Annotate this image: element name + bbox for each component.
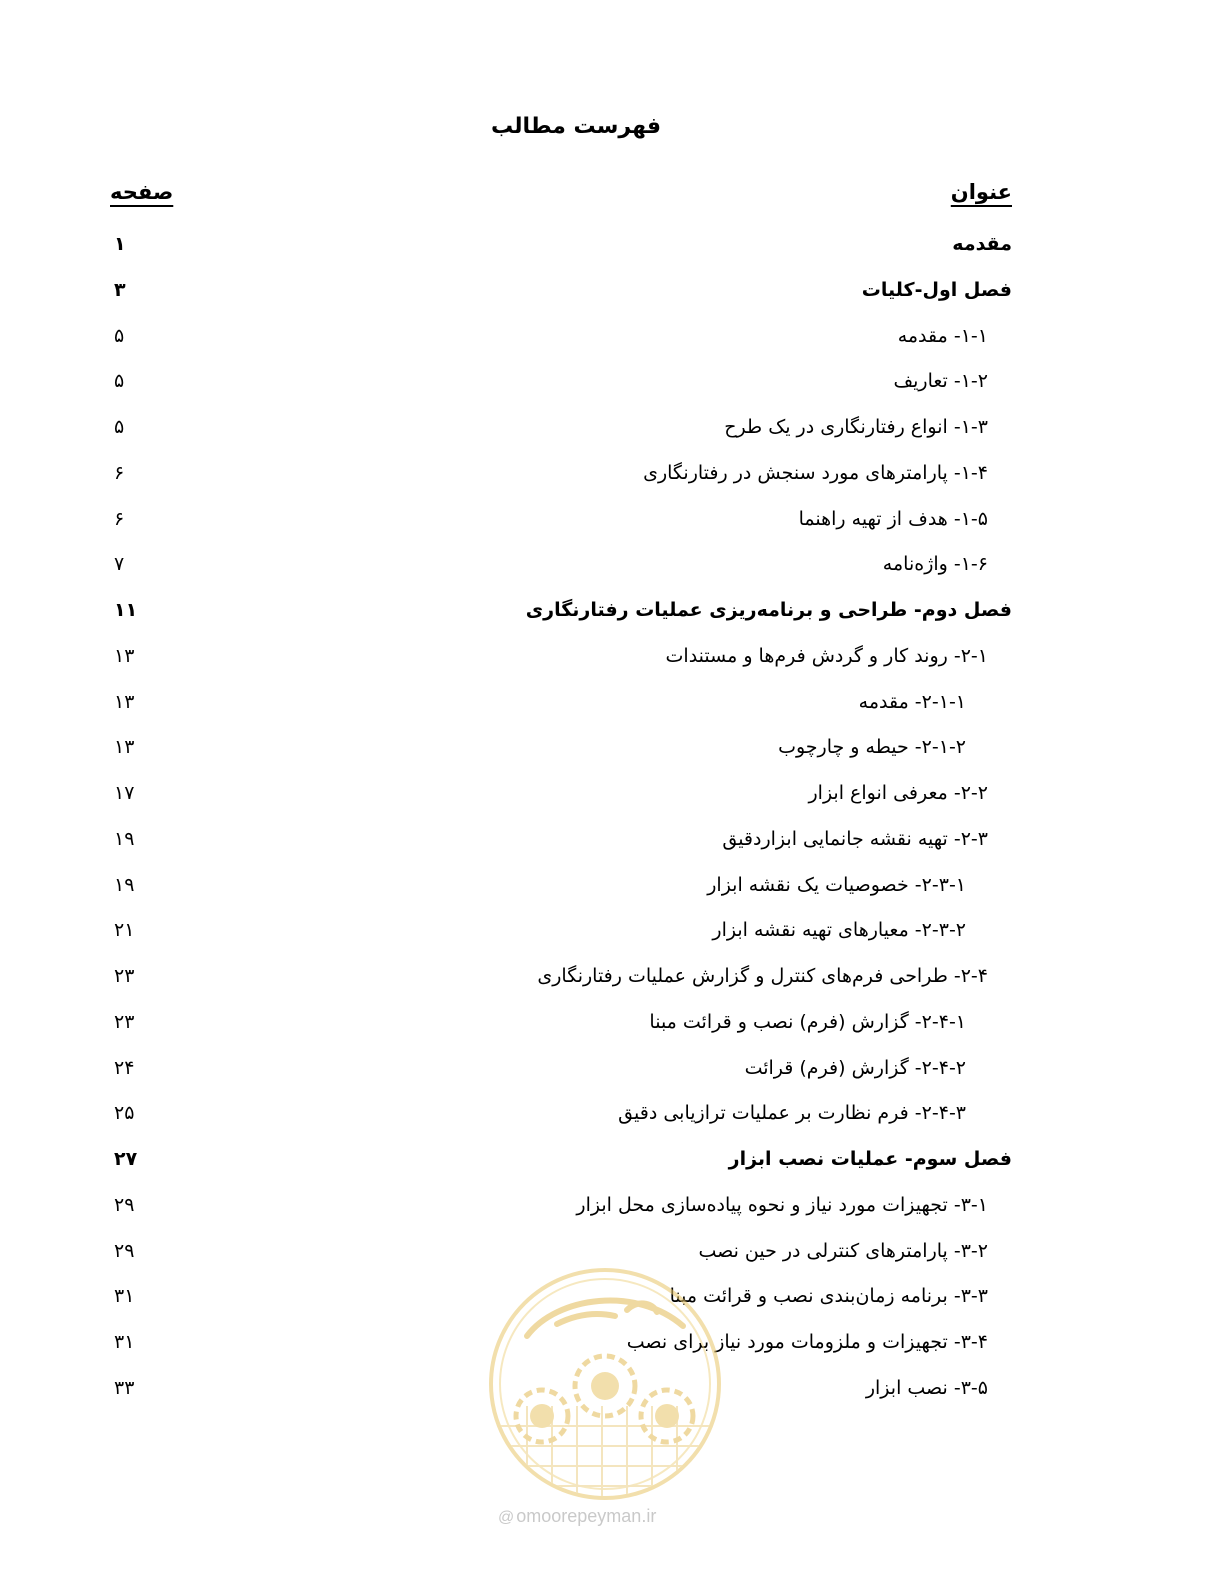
toc-entry[interactable] xyxy=(110,771,1012,817)
toc-entry-title: مقدمه xyxy=(952,233,1012,255)
toc-entry-title: ۲-۴-۳- فرم نظارت بر عملیات ترازیابی دقیق xyxy=(618,1102,966,1125)
toc-entry-title: ۲-۴- طراحی فرم‌های کنترل و گزارش عملیات رفتارنگاری xyxy=(537,965,988,987)
toc-entry-page: ۳۳ xyxy=(114,1376,135,1399)
toc-entry-page: ۲۷ xyxy=(114,1148,138,1170)
toc-entry-page: ۱۳ xyxy=(114,690,135,713)
column-header-title: عنوان xyxy=(950,180,1012,204)
toc-entry-page: ۵ xyxy=(114,370,125,393)
toc-entry[interactable] xyxy=(110,1137,1012,1183)
toc-entry-title: ۲-۱-۲- حیطه و چارچوب xyxy=(778,736,966,759)
at-icon: @ xyxy=(498,1509,515,1526)
toc-entry-page: ۲۹ xyxy=(114,1193,135,1216)
toc-entry-page: ۱۱ xyxy=(114,599,138,621)
watermark-gear-centers xyxy=(530,1372,679,1428)
toc-entry-title: ۳-۵- نصب ابزار xyxy=(865,1376,988,1399)
toc-entry-title: ۱-۵- هدف از تهیه راهنما xyxy=(798,507,988,530)
column-header-page: صفحه xyxy=(110,180,174,204)
toc-entry-title: فصل دوم- طراحی و برنامه‌ریزی عملیات رفتارنگاری xyxy=(525,599,1012,621)
toc-entry-title: ۳-۲- پارامترهای کنترلی در حین نصب xyxy=(698,1239,988,1262)
toc-entry[interactable] xyxy=(110,1000,1012,1046)
toc-entry-title: ۲-۱- روند کار و گردش فرم‌ها و مستندات xyxy=(665,644,988,667)
toc-entry[interactable] xyxy=(110,1091,1012,1137)
toc-entry-page: ۵ xyxy=(114,416,125,438)
page-title: فهرست مطالب xyxy=(490,114,662,139)
toc-entry[interactable] xyxy=(110,725,1012,771)
toc-entry[interactable] xyxy=(110,497,1012,543)
toc-entry[interactable] xyxy=(110,268,1012,314)
toc-entry-title: ۲-۳-۲- معیارهای تهیه نقشه ابزار xyxy=(712,919,966,942)
toc-entry-page: ۲۵ xyxy=(114,1102,135,1125)
toc-entry-page: ۲۹ xyxy=(114,1239,135,1262)
toc-entry[interactable] xyxy=(110,863,1012,909)
toc-entry-page: ۱۹ xyxy=(114,873,135,896)
toc-entry-page: ۳۱ xyxy=(114,1285,135,1308)
toc-entry[interactable] xyxy=(110,314,1012,360)
toc-entry-page: ۲۳ xyxy=(114,965,135,987)
toc-entry-title: ۳-۱- تجهیزات مورد نیاز و نحوه پیاده‌سازی محل ابزار xyxy=(576,1193,988,1216)
toc-entry-page: ۶ xyxy=(114,507,125,530)
toc-entry-title: ۲-۴-۲- گزارش (فرم) قرائت xyxy=(744,1056,966,1079)
toc-entry-page: ۷ xyxy=(114,553,125,576)
toc-entry[interactable] xyxy=(110,817,1012,863)
toc-entry-page: ۲۴ xyxy=(114,1056,135,1079)
toc-entry-page: ۵ xyxy=(114,324,125,347)
toc-entry-title: ۱-۶- واژه‌نامه xyxy=(882,553,988,576)
toc-entry-title: ۱-۳- انواع رفتارنگاری در یک طرح xyxy=(724,416,988,438)
toc-entry[interactable] xyxy=(110,451,1012,497)
toc-entry[interactable] xyxy=(110,908,1012,954)
toc-entry[interactable] xyxy=(110,634,1012,680)
toc-entry[interactable] xyxy=(110,542,1012,588)
toc-entry-title: ۲-۳- تهیه نقشه جانمایی ابزاردقیق xyxy=(722,827,988,850)
toc-entry-page: ۱ xyxy=(114,233,126,255)
toc-entry[interactable] xyxy=(110,222,1012,268)
toc-entry[interactable] xyxy=(110,1183,1012,1229)
toc-entry[interactable] xyxy=(110,954,1012,1000)
toc-entry-page: ۱۷ xyxy=(114,782,135,804)
toc-header xyxy=(110,180,1012,214)
toc-entry-title: ۳-۴- تجهیزات و ملزومات مورد نیاز برای نصب xyxy=(626,1331,988,1353)
toc-entry-title: ۱-۴- پارامترهای مورد سنجش در رفتارنگاری xyxy=(643,461,988,484)
toc-entry-title: ۲-۴-۱- گزارش (فرم) نصب و قرائت مبنا xyxy=(649,1010,966,1033)
toc-entry-page: ۱۳ xyxy=(114,644,135,667)
toc-entry[interactable] xyxy=(110,1046,1012,1092)
watermark-site xyxy=(498,1506,656,1527)
toc-entry[interactable] xyxy=(110,405,1012,451)
table-of-contents xyxy=(110,222,1012,1412)
toc-entry[interactable] xyxy=(110,680,1012,726)
toc-entry-page: ۲۳ xyxy=(114,1010,135,1033)
toc-entry-title: فصل سوم- عملیات نصب ابزار xyxy=(728,1148,1012,1170)
toc-entry-title: ۲-۲- معرفی انواع ابزار xyxy=(808,782,988,804)
watermark-grid xyxy=(487,1406,723,1502)
toc-entry-page: ۳ xyxy=(114,278,126,301)
toc-entry-title: ۲-۳-۱- خصوصیات یک نقشه ابزار xyxy=(707,873,966,896)
toc-entry-title: ۳-۳- برنامه زمان‌بندی نصب و قرائت مبنا xyxy=(669,1285,988,1308)
toc-entry-title: ۲-۱-۱- مقدمه xyxy=(858,690,966,713)
toc-entry-page: ۱۹ xyxy=(114,827,135,850)
toc-entry-page: ۲۱ xyxy=(114,919,135,942)
watermark-calligraphy xyxy=(527,1301,683,1336)
watermark-logo xyxy=(487,1266,723,1502)
toc-entry-title: ۱-۲- تعاریف xyxy=(893,370,988,393)
toc-entry-title: فصل اول-کلیات xyxy=(861,278,1012,301)
toc-entry[interactable] xyxy=(110,588,1012,634)
toc-entry[interactable] xyxy=(110,359,1012,405)
watermark-site-text: omoorepeyman.ir xyxy=(516,1506,657,1526)
toc-entry-page: ۱۳ xyxy=(114,736,135,759)
toc-entry-page: ۶ xyxy=(114,461,125,484)
toc-entry-page: ۳۱ xyxy=(114,1331,135,1353)
toc-entry-title: ۱-۱- مقدمه xyxy=(897,324,988,347)
